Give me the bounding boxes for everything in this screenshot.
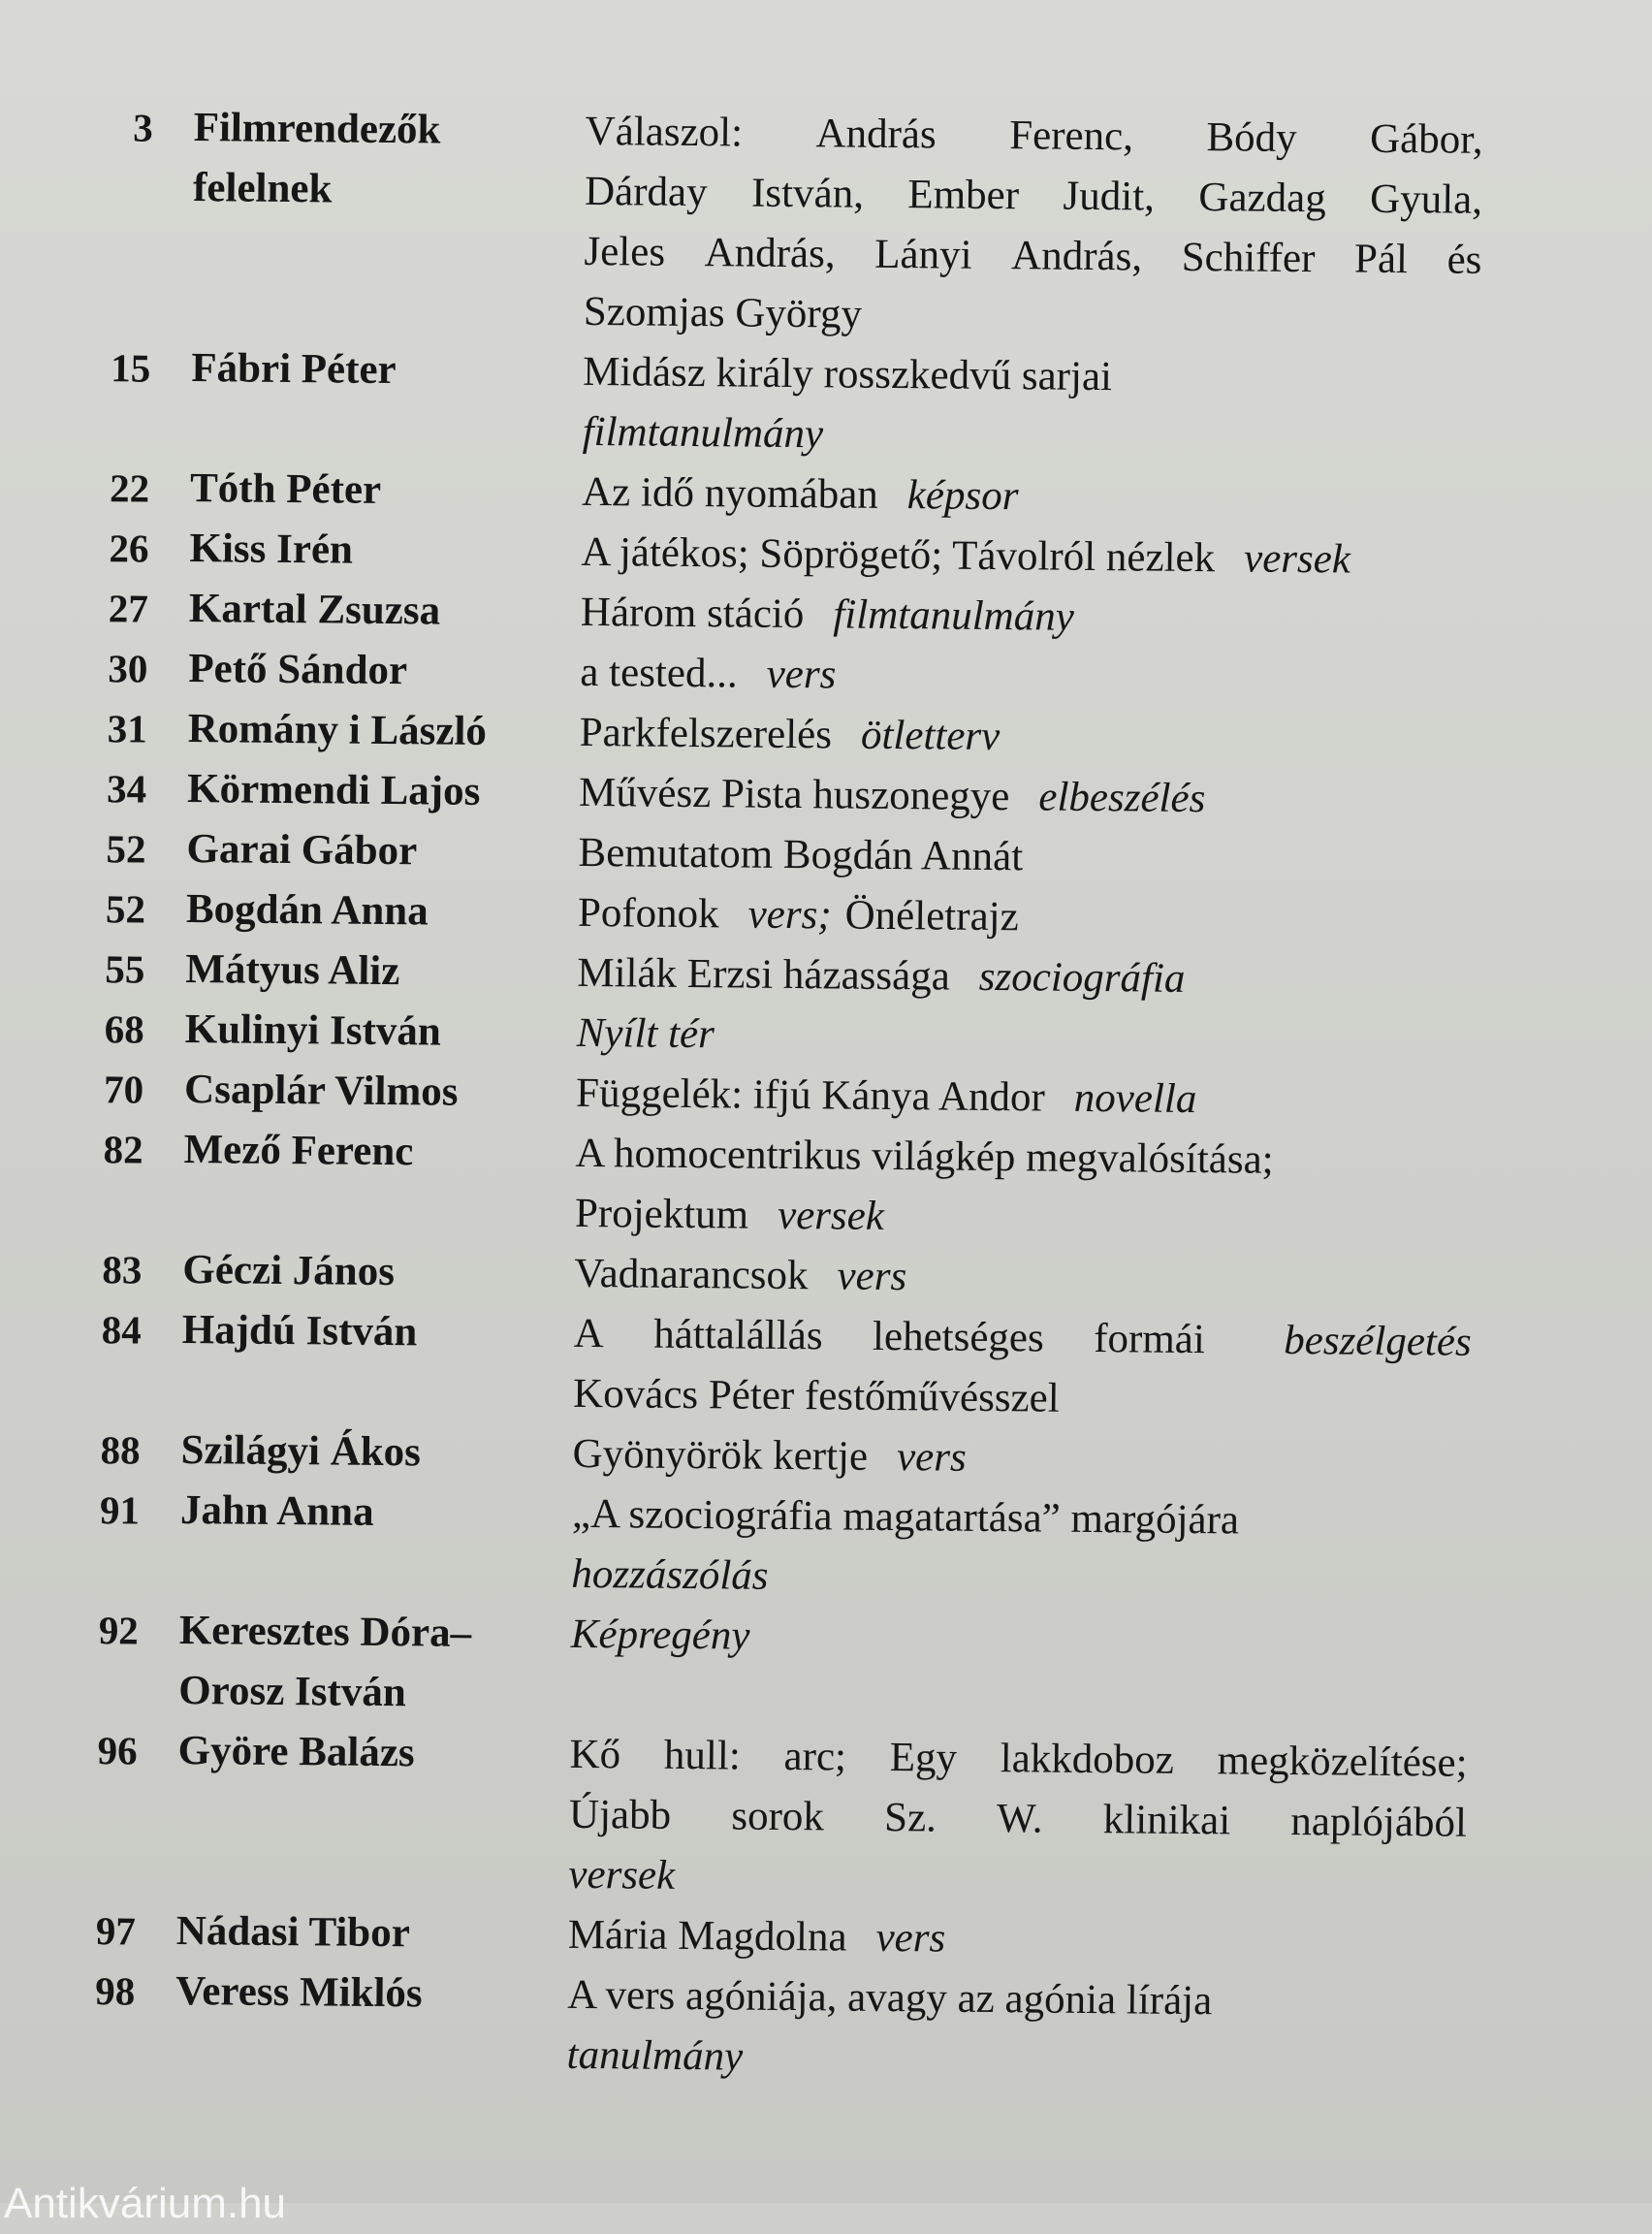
page-number: 98 <box>95 1968 136 2014</box>
work-line <box>571 1545 1470 1613</box>
word: István, <box>750 170 865 217</box>
author <box>171 459 569 523</box>
genre-label: versek <box>1243 535 1351 583</box>
author-line: Nádasi Tibor <box>175 1907 411 1957</box>
genre-label: vers <box>766 651 837 698</box>
work-title <box>562 1004 1475 1072</box>
work-line <box>578 823 1477 892</box>
word: A <box>573 1310 605 1357</box>
page-number: 83 <box>102 1247 143 1293</box>
genre-label: versek <box>568 1851 676 1899</box>
word: naplójából <box>1290 1798 1468 1846</box>
author <box>164 1120 562 1184</box>
author <box>166 940 564 1004</box>
author-line: Fábri Péter <box>191 345 397 394</box>
work-line <box>584 282 1482 351</box>
author-line: Keresztes Dóra– <box>178 1607 472 1656</box>
toc-entry <box>77 1119 1512 1253</box>
word: formái <box>1093 1316 1206 1363</box>
title-text: A homocentrikus világkép megvalósítása; <box>575 1130 1274 1183</box>
work-title <box>570 102 1483 351</box>
work-line <box>576 1064 1475 1133</box>
title-text: „A szociográfia magatartása” margójára <box>571 1490 1240 1544</box>
word: Gyula, <box>1369 176 1483 223</box>
word: lehetséges <box>872 1313 1044 1361</box>
word: klinikai <box>1102 1797 1231 1844</box>
page-number: 82 <box>103 1127 143 1172</box>
author-line: Kulinyi István <box>184 1006 442 1055</box>
genre-label: vers <box>875 1914 946 1962</box>
toc-entry <box>83 337 1519 471</box>
genre-label: vers; <box>747 891 832 939</box>
work-line <box>569 1785 1468 1854</box>
work-line <box>581 583 1479 652</box>
author-line: Géczi János <box>182 1247 396 1295</box>
work-line <box>582 463 1480 531</box>
page-number: 22 <box>109 465 150 511</box>
title-text: Három stáció <box>580 589 805 638</box>
page-number: 34 <box>106 766 147 812</box>
author <box>168 759 566 823</box>
author-line: Romány i László <box>187 706 488 754</box>
work-title <box>555 1905 1467 1974</box>
author <box>161 1481 559 1545</box>
title-text: Művész Pista huszonegye <box>578 769 1010 820</box>
word: András, <box>704 230 836 277</box>
author <box>156 1962 555 2026</box>
word: lakkdoboz <box>1000 1736 1175 1783</box>
author <box>168 699 566 763</box>
page-number: 88 <box>100 1427 141 1473</box>
work-title <box>567 523 1479 591</box>
page-number: 97 <box>95 1908 137 1954</box>
page-number: 52 <box>105 886 146 932</box>
author <box>165 1060 563 1124</box>
genre-label: hozzászólás <box>571 1550 769 1599</box>
genre-label: elbeszélés <box>1038 774 1206 822</box>
work-title <box>567 583 1479 652</box>
title-text: Bemutatom Bogdán Annát <box>578 829 1024 880</box>
author-line: Mező Ferenc <box>183 1127 414 1175</box>
work-line <box>579 703 1477 772</box>
word: sorok <box>731 1793 825 1840</box>
page-number: 55 <box>105 946 145 992</box>
author <box>169 639 567 703</box>
author-line: Tóth Péter <box>189 465 382 513</box>
word: Judit, <box>1063 173 1156 220</box>
watermark: Antikvárium.hu <box>4 2180 287 2227</box>
genre-label: Képregény <box>570 1611 750 1659</box>
genre-label: filmtanulmány <box>833 591 1075 640</box>
work-line <box>579 763 1477 832</box>
author-line: Orosz István <box>178 1667 406 1716</box>
work-title <box>566 643 1478 712</box>
work-line <box>569 1725 1468 1794</box>
work-line <box>566 2026 1465 2094</box>
page-number: 84 <box>101 1307 143 1353</box>
work-line <box>585 102 1483 171</box>
work-title <box>562 1064 1475 1133</box>
author <box>163 1240 561 1304</box>
page-number: 27 <box>108 586 149 631</box>
author-line: Györe Balázs <box>177 1727 415 1776</box>
toc-entry <box>85 97 1522 351</box>
work-line <box>575 1184 1474 1253</box>
title-text: Kovács Péter festőművésszel <box>572 1370 1060 1421</box>
page-number: 52 <box>106 826 146 872</box>
word: Kő <box>569 1731 621 1778</box>
work-title <box>568 342 1480 471</box>
author-line: Szilágyi Ákos <box>180 1426 422 1476</box>
work-line <box>582 402 1480 471</box>
work-line <box>568 1845 1467 1914</box>
word: arc; <box>783 1733 847 1780</box>
word: Válaszol: <box>585 108 744 156</box>
author-line: Garai Gábor <box>186 826 418 875</box>
genre-label: versek <box>777 1192 885 1239</box>
author <box>158 1721 556 1785</box>
word: Bódy <box>1206 114 1297 161</box>
author <box>170 579 568 643</box>
work-title <box>557 1484 1470 1613</box>
title-text: Gyönyörök kertje <box>572 1430 869 1480</box>
work-line <box>572 1424 1471 1493</box>
genre-label: ötletterv <box>860 712 1001 760</box>
author-line: Pető Sándor <box>188 646 408 694</box>
work-title <box>565 763 1477 832</box>
toc-entry <box>73 1480 1509 1613</box>
work-title <box>564 883 1477 952</box>
work-title <box>553 1965 1465 2094</box>
author-line: Kartal Zsuzsa <box>188 586 441 634</box>
word: Gazdag <box>1198 175 1326 222</box>
title-text: Szomjas György <box>583 288 863 337</box>
title-text: Pofonok <box>577 889 719 938</box>
author-line: Mátyus Aliz <box>185 946 400 995</box>
genre-label: tanulmány <box>566 2031 744 2080</box>
author-line: Kiss Irén <box>189 526 354 573</box>
work-title <box>564 823 1477 892</box>
page-number: 3 <box>132 105 153 150</box>
author <box>167 819 565 883</box>
work-title <box>563 943 1476 1012</box>
author-line: Filmrendezők <box>193 105 441 153</box>
author <box>172 338 570 402</box>
genre-label: szociográfia <box>978 953 1186 1002</box>
work-line <box>583 342 1481 411</box>
toc-entry <box>68 1961 1504 2094</box>
word: Sz. <box>883 1794 937 1841</box>
author-line: Bogdán Anna <box>185 886 429 935</box>
work-title <box>565 703 1477 772</box>
word: Lányi <box>874 231 972 278</box>
toc-entry <box>72 1600 1508 1734</box>
author-line: Hajdú István <box>181 1306 418 1356</box>
genre-label: filmtanulmány <box>582 408 824 458</box>
title-text: Projektum <box>574 1190 749 1238</box>
word: Dárday <box>584 168 708 216</box>
genre-label: vers <box>896 1434 967 1481</box>
work-line <box>573 1364 1472 1433</box>
title-text: Parkfelszerelés <box>579 709 833 758</box>
work-line <box>576 1004 1475 1072</box>
author-line: Jahn Anna <box>179 1486 374 1535</box>
title-text: Az idő nyomában <box>581 468 879 518</box>
title-text: Mária Magdolna <box>567 1911 847 1961</box>
work-title <box>568 463 1480 531</box>
work-line <box>575 1124 1474 1193</box>
author <box>162 1300 560 1364</box>
word: Jeles <box>584 228 666 275</box>
page-number: 26 <box>109 526 149 571</box>
genre-label: novella <box>1073 1074 1197 1123</box>
author <box>167 879 565 943</box>
page-number: 92 <box>98 1608 140 1653</box>
title-text: Vadnarancsok <box>574 1250 809 1299</box>
title-text: Önéletrajz <box>844 892 1019 941</box>
word: megközelítése; <box>1217 1738 1468 1786</box>
word: Ember <box>907 172 1020 219</box>
author <box>161 1420 559 1484</box>
toc-entry <box>70 1720 1507 1914</box>
work-title <box>555 1725 1468 1914</box>
word: Gábor, <box>1369 115 1483 163</box>
author-line: Körmendi Lajos <box>186 766 481 814</box>
page-number: 91 <box>99 1487 141 1533</box>
work-line <box>584 222 1482 291</box>
word: Schiffer <box>1181 234 1316 282</box>
genre-label: képsor <box>906 472 1019 520</box>
title-text: Milák Erzsi házassága <box>577 949 951 1000</box>
word: Pál <box>1353 236 1409 283</box>
word: Egy <box>889 1735 958 1781</box>
author-line: felelnek <box>192 165 333 212</box>
word: és <box>1446 237 1482 283</box>
work-line <box>581 523 1479 591</box>
work-line <box>568 1905 1467 1974</box>
page-number: 31 <box>107 706 147 751</box>
author <box>159 1601 557 1725</box>
work-line <box>574 1244 1473 1313</box>
word: András, <box>1010 233 1143 280</box>
genre-label: vers <box>837 1253 907 1300</box>
word: hull: <box>663 1732 742 1779</box>
page-number: 96 <box>97 1728 138 1773</box>
title-text: A játékos; Söprögető; Távolról nézlek <box>581 528 1216 582</box>
toc-entry <box>75 1299 1510 1433</box>
word: András <box>815 111 937 158</box>
page-number: 30 <box>108 646 148 691</box>
work-line <box>585 162 1483 231</box>
genre-label: Nyílt tér <box>576 1009 715 1058</box>
work-line <box>573 1304 1472 1373</box>
author-line: Veress Miklós <box>175 1967 423 2017</box>
author <box>174 98 572 222</box>
title-text: Midász király rosszkedvű sarjai <box>583 348 1113 400</box>
work-title <box>560 1244 1473 1313</box>
word: háttalállás <box>653 1311 823 1359</box>
page-number: 68 <box>104 1006 144 1052</box>
work-line <box>567 1965 1466 2034</box>
page-number: 70 <box>103 1067 144 1112</box>
author <box>170 519 568 583</box>
title-text: A vers agóniája, avagy az agónia lírája <box>567 1971 1213 2025</box>
work-line <box>571 1605 1470 1674</box>
author <box>157 1901 556 1965</box>
work-line <box>578 883 1477 952</box>
work-title <box>557 1605 1470 1674</box>
title-text: a tested... <box>580 649 738 697</box>
work-line <box>580 643 1478 712</box>
work-line <box>572 1484 1471 1553</box>
page-number: 15 <box>111 345 151 391</box>
work-line <box>577 943 1476 1012</box>
genre-label: beszélgetés <box>1284 1317 1472 1365</box>
title-text: Függelék: ifjú Kánya Andor <box>575 1069 1046 1121</box>
author <box>165 1000 563 1064</box>
word: Ferenc, <box>1009 112 1134 160</box>
word: W. <box>996 1796 1043 1842</box>
author-line: Csaplár Vilmos <box>183 1067 459 1115</box>
table-of-contents <box>68 97 1522 2094</box>
work-title <box>561 1124 1474 1253</box>
word: Újabb <box>568 1791 672 1838</box>
work-title <box>558 1424 1471 1493</box>
work-title <box>559 1304 1472 1433</box>
